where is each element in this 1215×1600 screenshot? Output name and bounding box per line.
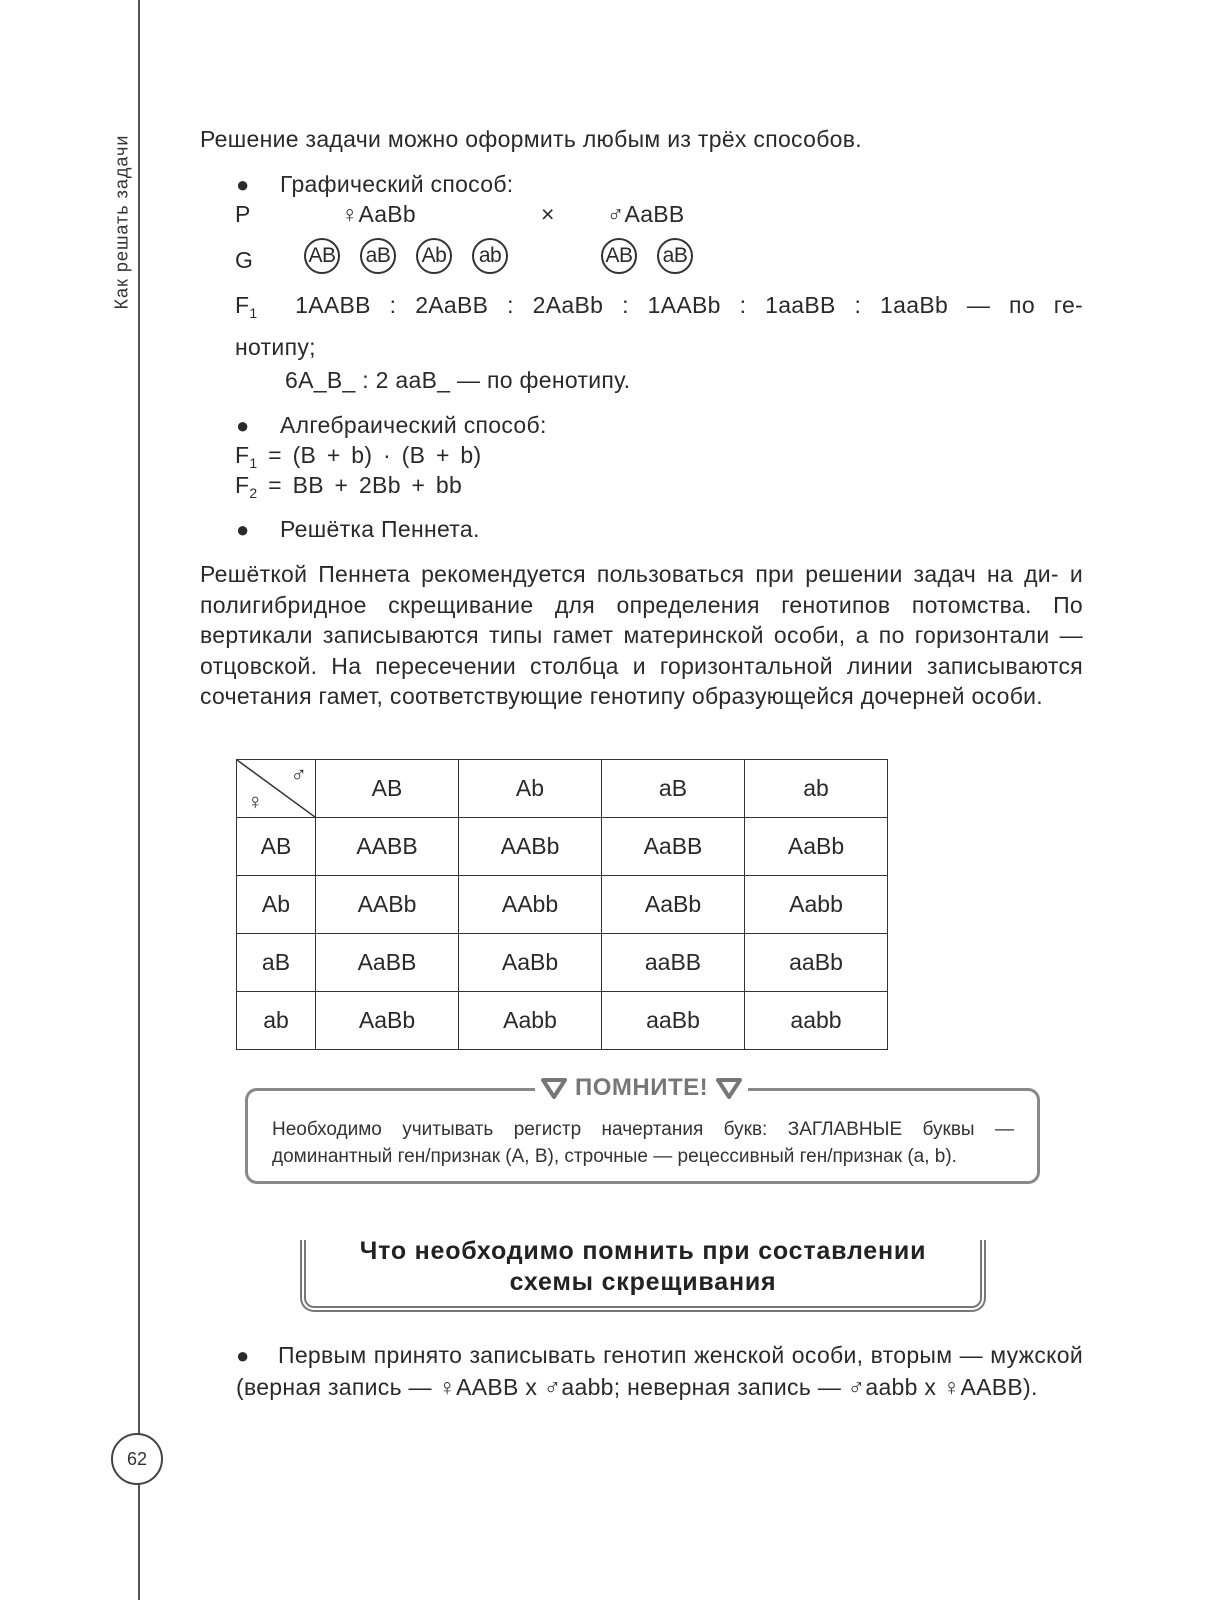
algebraic-method-item bbox=[236, 410, 547, 441]
female-gamete: aB bbox=[360, 238, 396, 274]
g-label: G bbox=[235, 247, 254, 273]
remember-title-bar bbox=[535, 1071, 748, 1105]
remember-text: Необходимо учитывать регистр начертания букв: ЗАГЛАВНЫЕ буквы — доминантный ген/признак (A, B), строчные — рецессивный ген/признак (a, b). bbox=[272, 1119, 1014, 1167]
bullet: ● bbox=[236, 172, 250, 197]
p-cross-symbol: × bbox=[541, 201, 555, 227]
column-header: aB bbox=[602, 760, 745, 818]
male-gamete: AB bbox=[601, 238, 637, 274]
table-cell: AaBb bbox=[602, 876, 745, 934]
bullet: ● bbox=[236, 413, 250, 438]
table-cell: Aabb bbox=[459, 992, 602, 1050]
bullet: ● bbox=[236, 517, 250, 542]
table-cell: Aabb bbox=[745, 876, 888, 934]
punnett-method-title: Решётка Пеннета. bbox=[280, 516, 480, 542]
table-cell: AaBB bbox=[316, 934, 459, 992]
rule-item bbox=[236, 1340, 1083, 1402]
table-cell: aaBB bbox=[602, 934, 745, 992]
table-row bbox=[237, 818, 888, 876]
p-female-genotype: ♀AaBb bbox=[341, 201, 417, 227]
p-male-genotype: ♂AaBB bbox=[607, 201, 685, 227]
f1-genotype-line: $F_1$ 1AABB : 2AaBB : 2AaBb : 1AABb : 1aaBB : 1aaBb — по ге- bbox=[235, 292, 1083, 321]
rule-text: Первым принято записывать генотип женской особи, вторым — мужской (верная запись — ♀AABB x ♂aabb; неверная запись — ♂aabb x ♀AABB). bbox=[236, 1342, 1083, 1400]
algebraic-line-2: $F_2$ = BB + 2Bb + bb bbox=[235, 472, 463, 501]
table-cell: AaBb bbox=[316, 992, 459, 1050]
section-heading-line-2: схемы скрещивания bbox=[509, 1268, 777, 1296]
table-row bbox=[237, 876, 888, 934]
column-header: ab bbox=[745, 760, 888, 818]
graphic-method-item bbox=[236, 169, 514, 200]
female-symbol: ♀ bbox=[247, 789, 264, 814]
table-cell: AABb bbox=[316, 876, 459, 934]
margin-rule bbox=[138, 0, 140, 1600]
punnett-table bbox=[236, 759, 888, 1050]
table-cell: AaBb bbox=[745, 818, 888, 876]
female-gamete: AB bbox=[304, 238, 340, 274]
table-cell: aabb bbox=[745, 992, 888, 1050]
remember-title: ПОМНИТЕ! bbox=[575, 1074, 709, 1101]
table-row bbox=[237, 934, 888, 992]
triangle-down-icon bbox=[716, 1077, 742, 1099]
f1-phenotype-line: 6A_B_ : 2 aaB_ — по фенотипу. bbox=[285, 367, 631, 393]
table-header-row bbox=[237, 760, 888, 818]
side-running-head: Как решать задачи bbox=[111, 134, 132, 310]
page-number: 62 bbox=[111, 1433, 163, 1485]
f1-genotype-line-cont: нотипу; bbox=[235, 334, 316, 360]
table-corner-cell bbox=[237, 760, 316, 818]
algebraic-line-1: $F_1 = (B + b) \cdot (B + b)$ bbox=[235, 442, 482, 471]
table-cell: AABB bbox=[316, 818, 459, 876]
intro-text: Решение задачи можно оформить любым из трёх способов. bbox=[200, 126, 862, 152]
female-gamete: ab bbox=[472, 238, 508, 274]
algebraic-method-title: Алгебраический способ: bbox=[280, 412, 547, 438]
row-header: Ab bbox=[237, 876, 316, 934]
table-cell: AAbb bbox=[459, 876, 602, 934]
section-heading bbox=[306, 1236, 980, 1298]
p-label: P bbox=[235, 201, 251, 227]
male-symbol: ♂ bbox=[290, 762, 307, 787]
row-header: aB bbox=[237, 934, 316, 992]
table-cell: AaBb bbox=[459, 934, 602, 992]
table-cell: AABb bbox=[459, 818, 602, 876]
table-cell: aaBb bbox=[602, 992, 745, 1050]
punnett-paragraph: Решёткой Пеннета рекомендуется пользоваться при решении задач на ди- и полигибридное скрещивание для определения генотипов потомства. По вертикали записываются типы гамет материнской особи, а по горизонтали — отцовской. На пересечении столбца и горизонтальной линии записываются сочетания гамет, соответствующие генотипу образующейся дочерней особи. bbox=[200, 561, 1083, 709]
female-gamete: Ab bbox=[416, 238, 452, 274]
graphic-method-title: Графический способ: bbox=[280, 171, 514, 197]
triangle-down-icon bbox=[541, 1077, 567, 1099]
bullet: ● bbox=[236, 1343, 250, 1368]
section-heading-line-1: Что необходимо помнить при составлении bbox=[359, 1237, 927, 1265]
row-header: AB bbox=[237, 818, 316, 876]
table-cell: aaBb bbox=[745, 934, 888, 992]
row-header: ab bbox=[237, 992, 316, 1050]
table-cell: AaBB bbox=[602, 818, 745, 876]
column-header: Ab bbox=[459, 760, 602, 818]
punnett-method-item bbox=[236, 514, 480, 545]
column-header: AB bbox=[316, 760, 459, 818]
male-gamete: aB bbox=[657, 238, 693, 274]
table-row bbox=[237, 992, 888, 1050]
